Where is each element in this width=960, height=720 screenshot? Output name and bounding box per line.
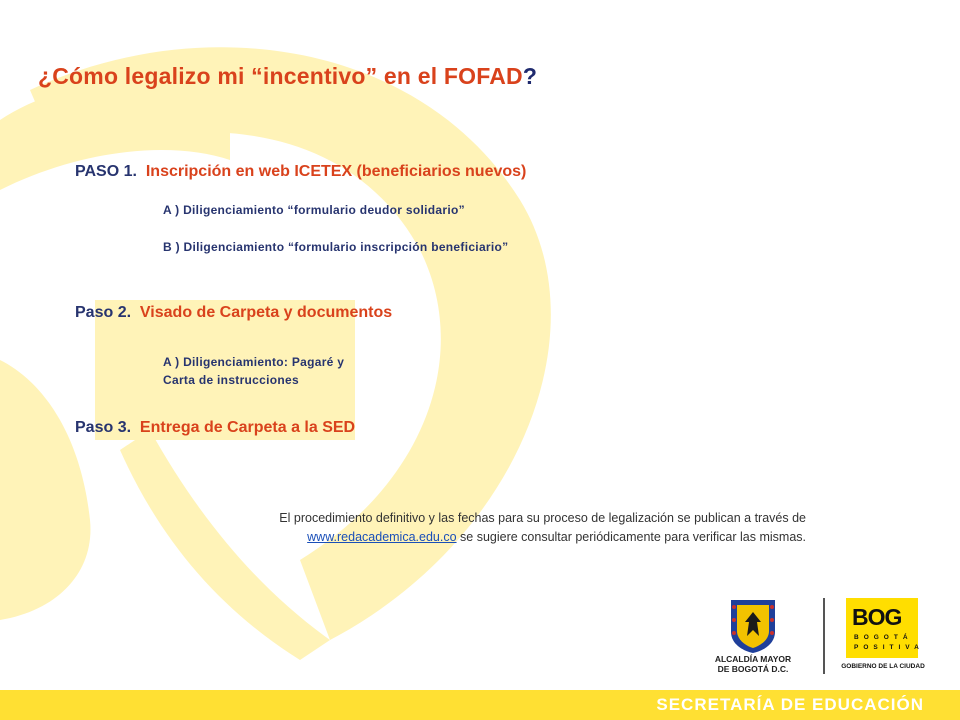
substep-2a-line1: A ) Diligenciamiento: Pagaré y (163, 355, 345, 369)
step-3-text: Entrega de Carpeta a la SED (139, 419, 356, 436)
bogota-coat-of-arms-icon (715, 598, 791, 654)
footer-label: SECRETARÍA DE EDUCACIÓN (656, 695, 924, 714)
bogota-positiva-logo (846, 598, 924, 658)
note-line1: El procedimiento definitivo y las fechas para su proceso de legalización se publican a través de (279, 511, 806, 525)
logo-divider (823, 598, 825, 674)
substep-2a-line2: Carta de instrucciones (163, 373, 299, 387)
step-1-text: Inscripción en web ICETEX (beneficiarios nuevos) (145, 163, 527, 180)
redacademica-link[interactable]: www.redacademica.edu.co (307, 530, 457, 544)
page-title: ¿Cómo legalizo mi “incentivo” en el FOFAD? (38, 63, 538, 89)
note-line2: se sugiere consultar periódicamente para verificar las mismas. (456, 530, 806, 544)
step-3-label: Paso 3. (75, 419, 132, 436)
substep-1b: B ) Diligenciamiento “formulario inscripción beneficiario” (163, 240, 509, 254)
alcaldia-logo-text: ALCALDÍA MAYOR DE BOGOTÁ D.C. (714, 654, 792, 674)
step-3 (75, 419, 355, 437)
step-1-label: PASO 1. (75, 163, 137, 180)
substep-1a: A ) Diligenciamiento “formulario deudor solidario” (163, 203, 465, 217)
step-1 (75, 163, 526, 181)
gobierno-label: GOBIERNO DE LA CIUDAD (841, 663, 925, 670)
step-2-text: Visado de Carpeta y documentos (139, 304, 393, 321)
bog-logo-line1: BOGOTÁ (854, 634, 913, 641)
step-2-label: Paso 2. (75, 304, 132, 321)
footer-band (0, 690, 960, 720)
bog-logo-text: BOG (852, 604, 902, 630)
procedure-note (100, 509, 806, 547)
step-2 (75, 304, 392, 322)
bog-logo-line2: POSITIVA (854, 644, 924, 651)
